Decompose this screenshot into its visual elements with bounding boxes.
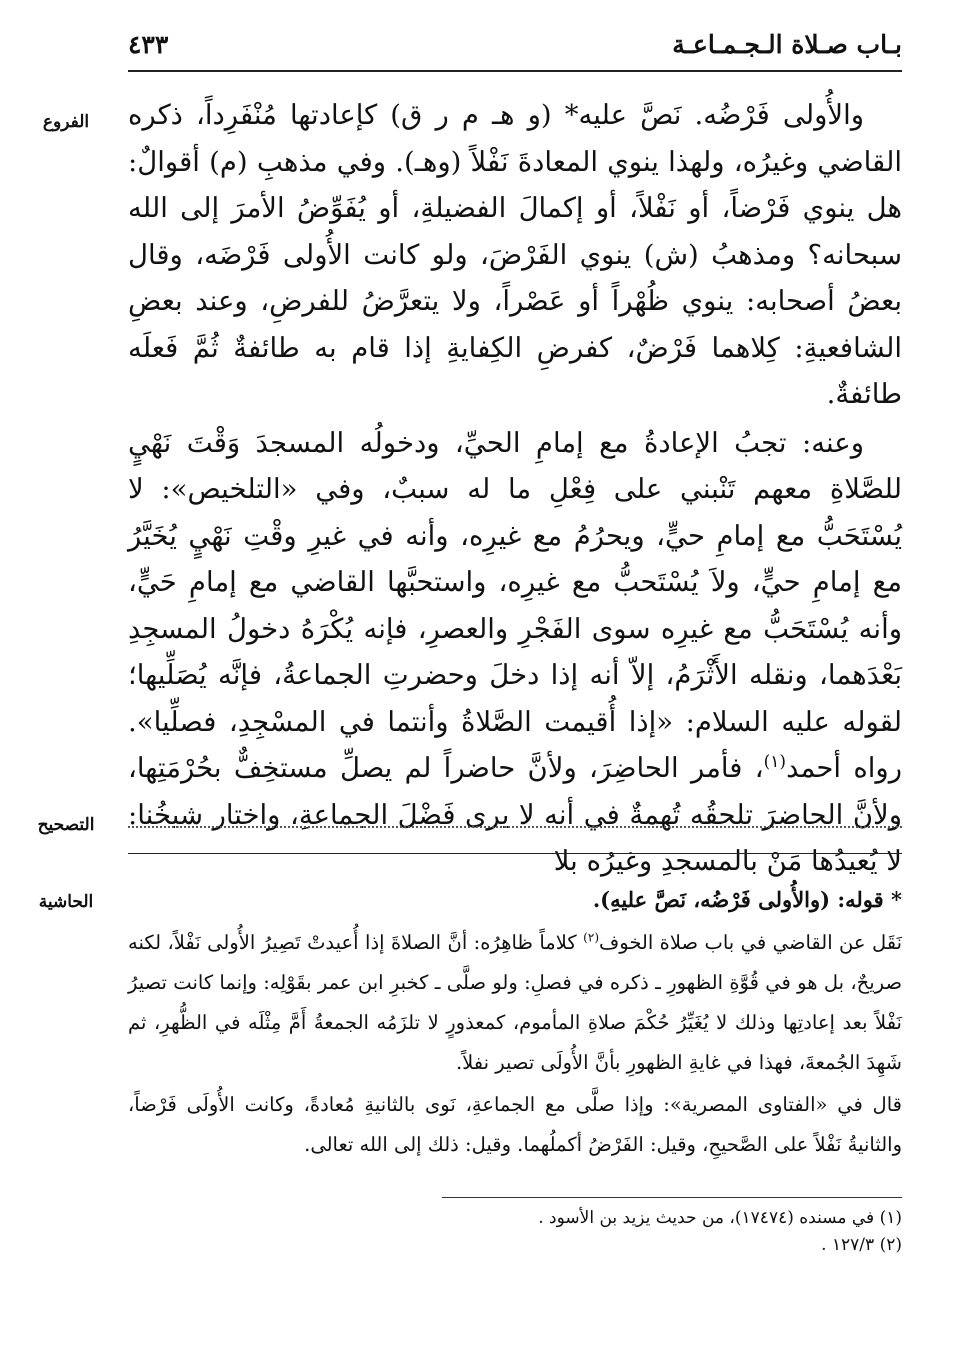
hashiya-title: [128, 880, 902, 920]
hashiya-paragraph-1: [128, 923, 902, 1083]
main-text: [128, 92, 902, 885]
page-header: [128, 30, 902, 70]
asterisk-marker: *: [891, 887, 902, 912]
page-number: ٤٣٣: [128, 30, 169, 59]
footnote-ref-2: (٢): [583, 930, 600, 945]
furu-label: الفروع: [42, 112, 90, 132]
main-paragraph-2a: وعنه: تجبُ الإعادةُ مع إمامِ الحيِّ، ودخولُه المسجدَ وَقْتَ نَهْيٍ للصَّلاةِ معهم تَنْبني على فِعْلِ ما له سببٌ، وفي «التلخيص»: لا يُسْتَحَبُّ مع إمامِ حيٍّ، ويحرُمُ مع غيرِه، وأنه في غيرِ وقْتِ نَهْيٍ يُخَيَّرُ مع إمامِ حيٍّ، ولاَ يُسْتَحبُّ مع غيرِه، واستحبَّها القاضي مع إمامِ حَيٍّ، وأنه يُسْتَحَبُّ مع غيرِه سوى الفَجْرِ والعصرِ، فإنه يُكْرَهُ دخولُ المسجِدِ بَعْدَهما، ونقله الأَثْرَمُ، إلاّ أنه إذا دخلَ وحضرتِ الجماعةُ، فإنَّه يُصَلِّيها؛ لقوله عليه السلام: «إذا أُقيمت الصَّلاةُ وأنتما في المسْجِدِ، فصلِّيا». رواه أحمد: [128, 426, 902, 784]
footnote-rule: [442, 1197, 902, 1198]
hashiya-label: الحاشية: [38, 892, 94, 912]
section-rule: [128, 853, 902, 854]
main-paragraph-2b: ، فأمر الحاضِرَ، ولأنَّ حاضراً لم يصلِّ مستخِفٌّ بحُرْمَتِها، ولأنَّ الحاضرَ تلحقُه تُهمةٌ في أنه لا يرى فَضْلَ الجماعةِ، واختار شيخُنا: لا يُعيدُها مَنْ بالمسجدِ وغيرُه بلا: [128, 752, 902, 877]
chapter-title: بـاب صـلاة الـجـمـاعـة: [672, 30, 902, 59]
tashih-label: التصحيح: [37, 815, 95, 835]
main-paragraph-1: والأُولى فَرْضُه. نَصَّ عليه* (و هـ م ر ق) كإعادتها مُنْفَرِداً، ذكره القاضي وغيرُه، ولهذا ينوي المعادةَ نَفْلاً (وهـ). وفي مذهبِ (م) أقوالٌ: هل ينوي فَرْضاً، أو نَفْلاً، أو إكمالَ الفضيلةِ، أو يُفَوِّضُ الأمرَ إلى الله سبحانه؟ ومذهبُ (ش) ينوي الفَرْضَ، ولو كانت الأُولى فَرْضَه، وقال بعضُ أصحابه: ينوي ظُهْراً أو عَصْراً، ولا يتعرَّضُ للفرضِ، وعند بعضِ الشافعيةِ: كِلاهما فَرْضٌ، كفرضِ الكِفايةِ إذا قام به طائفةٌ ثُمَّ فَعلَه طائفةٌ.: [128, 99, 902, 410]
footnote-ref-1: (١): [763, 751, 787, 772]
hashiya-paragraph-2: قال في «الفتاوى المصرية»: وإذا صلَّى مع الجماعةِ، نَوى بالثانيةِ مُعادةً، وكانت الأُولَى فَرْضاً، والثانيةُ نَفْلاً على الصَّحيحِ، وقيل: الفَرْضُ أكملُهما. وقيل: ذلك إلى الله تعالى.: [128, 1093, 902, 1156]
footnote-1: (١) في مسنده (١٧٤٧٤)، من حديث يزيد بن الأسود .: [538, 1208, 902, 1228]
hashiya-section: [128, 880, 902, 1165]
hashiya-p1-b: كلاماً ظاهِرُه: أنَّ الصلاةَ إذا أُعيدتْ تَصِيرُ الأُولى نَفْلاً، لكنه صريحٌ، بل هو في قُوَّةِ الظهورِ ـ ذكره في فصلِ: ولو صلَّى ـ كخبرِ ابن عمر بقَوْلِه: وإنما كانت تصيرُ نَفْلاً بعد إعادتِها وذلك لا يُغَيِّرُ حُكْمَ صلاةِ المأموم، كمعذورٍ لا تلزَمُه الجمعةُ أَمَّ مِثْلَه في الظُّهرِ، ثم شَهِدَ الجُمعةَ، فهذا في غايةِ الظهورِ بأنَّ الأُولَى تصير نفلاً.: [128, 931, 902, 1074]
hashiya-p1-a: نَقَل عن القاضي في باب صلاة الخوف: [599, 931, 902, 954]
hashiya-title-text: قوله: (والأُولى فَرْضُه، نَصَّ عليهِ).: [592, 887, 884, 912]
tashih-dotted-line: [128, 826, 902, 828]
main-paragraph-2: [128, 420, 902, 885]
header-rule: [128, 70, 902, 72]
footnote-2: (٢) ١٢٧/٣ .: [821, 1235, 902, 1255]
footnotes: [128, 1205, 902, 1259]
